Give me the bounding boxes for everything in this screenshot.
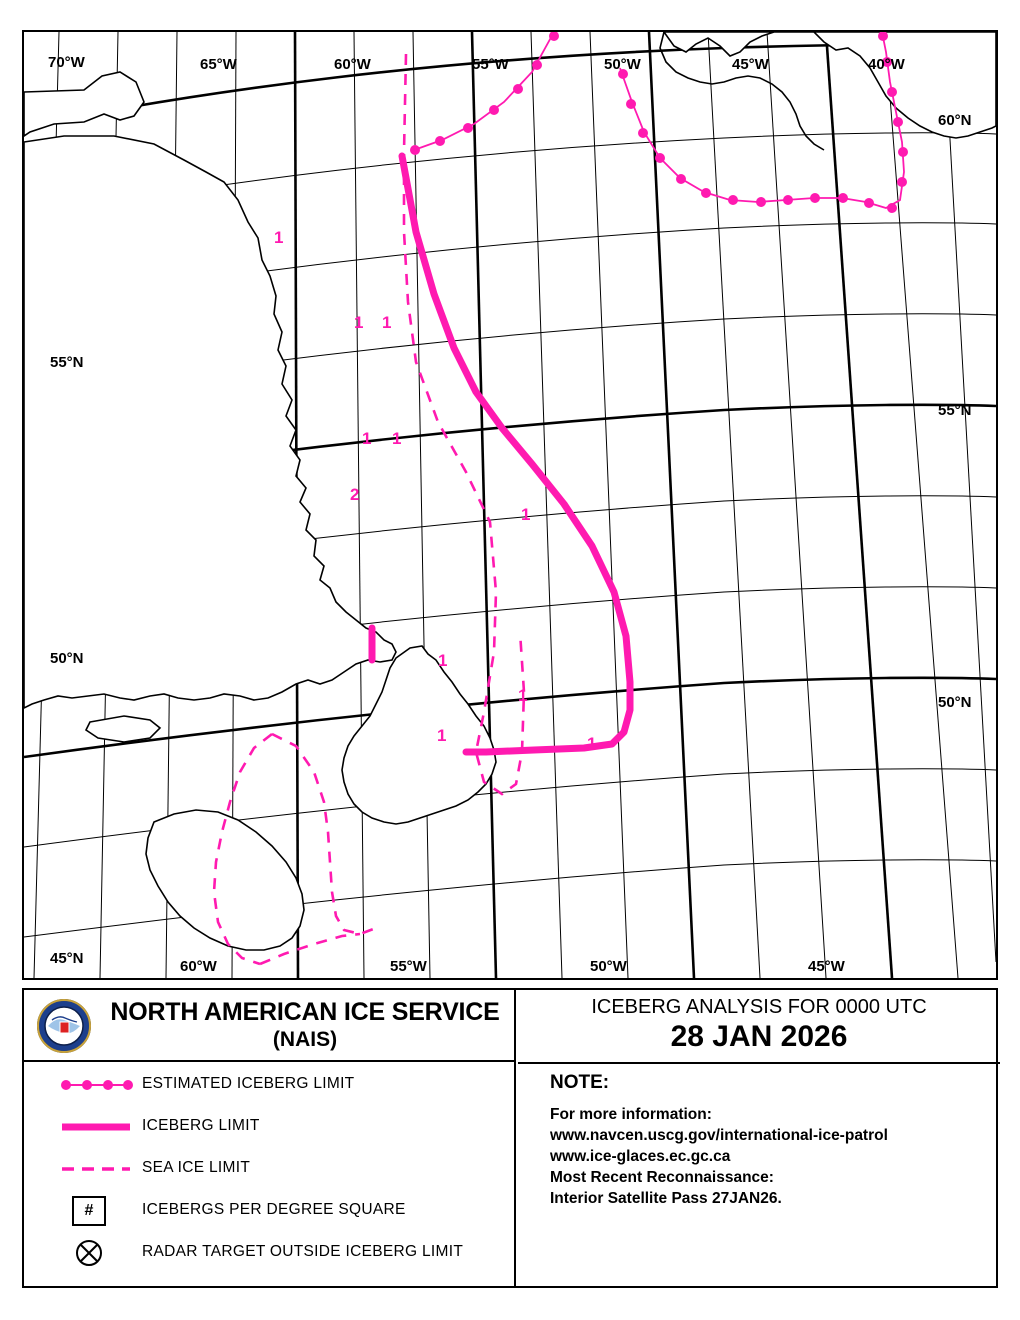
map-label-lat-60n: 60°N bbox=[938, 112, 972, 129]
map-label-lon-50w-bottom: 50°W bbox=[590, 958, 627, 975]
iceberg-count: 2 bbox=[350, 485, 360, 504]
iceberg-count: 1 bbox=[437, 726, 447, 745]
map-label-lon-70w: 70°W bbox=[48, 54, 85, 71]
legend-list bbox=[24, 1064, 514, 1274]
iceberg-count: 1 bbox=[382, 313, 392, 332]
map-label-lat-50n-right: 50°N bbox=[938, 694, 972, 711]
info-panel bbox=[22, 988, 998, 1288]
map-label-lon-60w: 60°W bbox=[334, 56, 371, 73]
legend-item-sea-ice-limit bbox=[24, 1148, 514, 1190]
legend-label-sea-ice-limit: SEA ICE LIMIT bbox=[142, 1159, 251, 1176]
note-title: NOTE: bbox=[550, 1072, 610, 1093]
analysis-date: 28 JAN 2026 bbox=[670, 1020, 848, 1053]
iceberg-count: 1 bbox=[438, 651, 448, 670]
map-label-lon-55w: 55°W bbox=[472, 56, 509, 73]
map-label-lon-60w-bottom: 60°W bbox=[180, 958, 217, 975]
map-label-lon-45w-bottom: 45°W bbox=[808, 958, 845, 975]
map-label-lat-45n-left: 45°N bbox=[50, 950, 84, 967]
legend-label-iceberg-limit: ICEBERG LIMIT bbox=[142, 1117, 260, 1134]
map-graphic bbox=[24, 32, 996, 978]
map-label-lat-55n-right: 55°N bbox=[938, 402, 972, 419]
analysis-panel bbox=[518, 990, 1000, 1286]
note-line-2: www.ice-glaces.ec.gc.ca bbox=[550, 1148, 731, 1165]
organization-header bbox=[24, 990, 514, 1062]
note-line-4: Interior Satellite Pass 27JAN26. bbox=[550, 1190, 782, 1207]
map-label-lat-50n-left: 50°N bbox=[50, 650, 84, 667]
iceberg-count: 1 bbox=[274, 228, 284, 247]
map-panel bbox=[22, 30, 998, 980]
note-line-0: For more information: bbox=[550, 1106, 712, 1123]
legend-panel bbox=[24, 990, 516, 1286]
legend-item-radar-target bbox=[24, 1232, 514, 1274]
sea-ice-limit-icon bbox=[50, 1148, 142, 1190]
map-label-lon-65w: 65°W bbox=[200, 56, 237, 73]
legend-label-estimated-iceberg-limit: ESTIMATED ICEBERG LIMIT bbox=[142, 1075, 355, 1092]
iceberg-count: 1 bbox=[521, 505, 531, 524]
legend-item-iceberg-limit bbox=[24, 1106, 514, 1148]
note-body bbox=[550, 1104, 888, 1209]
iceberg-count: 1 bbox=[362, 429, 372, 448]
organization-title: NORTH AMERICAN ICE SERVICE bbox=[110, 998, 500, 1026]
graticule-longitude-major bbox=[295, 32, 892, 978]
radar-target-icon bbox=[74, 1238, 104, 1268]
iceberg-limit-icon bbox=[50, 1106, 142, 1148]
analysis-heading: ICEBERG ANALYSIS FOR 0000 UTC bbox=[591, 996, 927, 1018]
map-label-lon-55w-bottom: 55°W bbox=[390, 958, 427, 975]
coastline bbox=[24, 32, 996, 950]
legend-label-radar-target: RADAR TARGET OUTSIDE ICEBERG LIMIT bbox=[142, 1243, 464, 1260]
iceberg-count: 1 bbox=[354, 313, 364, 332]
panel-divider bbox=[518, 1062, 1000, 1064]
note-line-3: Most Recent Reconnaissance: bbox=[550, 1169, 774, 1186]
map-label-lon-45w: 45°W bbox=[732, 56, 769, 73]
legend-item-estimated-iceberg-limit bbox=[24, 1064, 514, 1106]
map-label-lon-50w: 50°W bbox=[604, 56, 641, 73]
map-label-lon-40w: 40°W bbox=[868, 56, 905, 73]
estimated-iceberg-limit-icon bbox=[50, 1064, 142, 1106]
iceberg-count: 1 bbox=[518, 686, 528, 705]
legend-item-icebergs-per-degree-square bbox=[24, 1190, 514, 1232]
nais-logo-icon bbox=[36, 998, 92, 1054]
iceberg-count: 1 bbox=[587, 734, 597, 753]
note-line-1: www.navcen.uscg.gov/international-ice-patrol bbox=[550, 1127, 888, 1144]
map-label-lat-55n-left: 55°N bbox=[50, 354, 84, 371]
iceberg-count: 1 bbox=[392, 429, 402, 448]
organization-subtitle: (NAIS) bbox=[272, 1028, 338, 1051]
legend-label-icebergs-per-degree-square: ICEBERGS PER DEGREE SQUARE bbox=[142, 1201, 406, 1218]
degree-square-box: # bbox=[72, 1196, 106, 1226]
